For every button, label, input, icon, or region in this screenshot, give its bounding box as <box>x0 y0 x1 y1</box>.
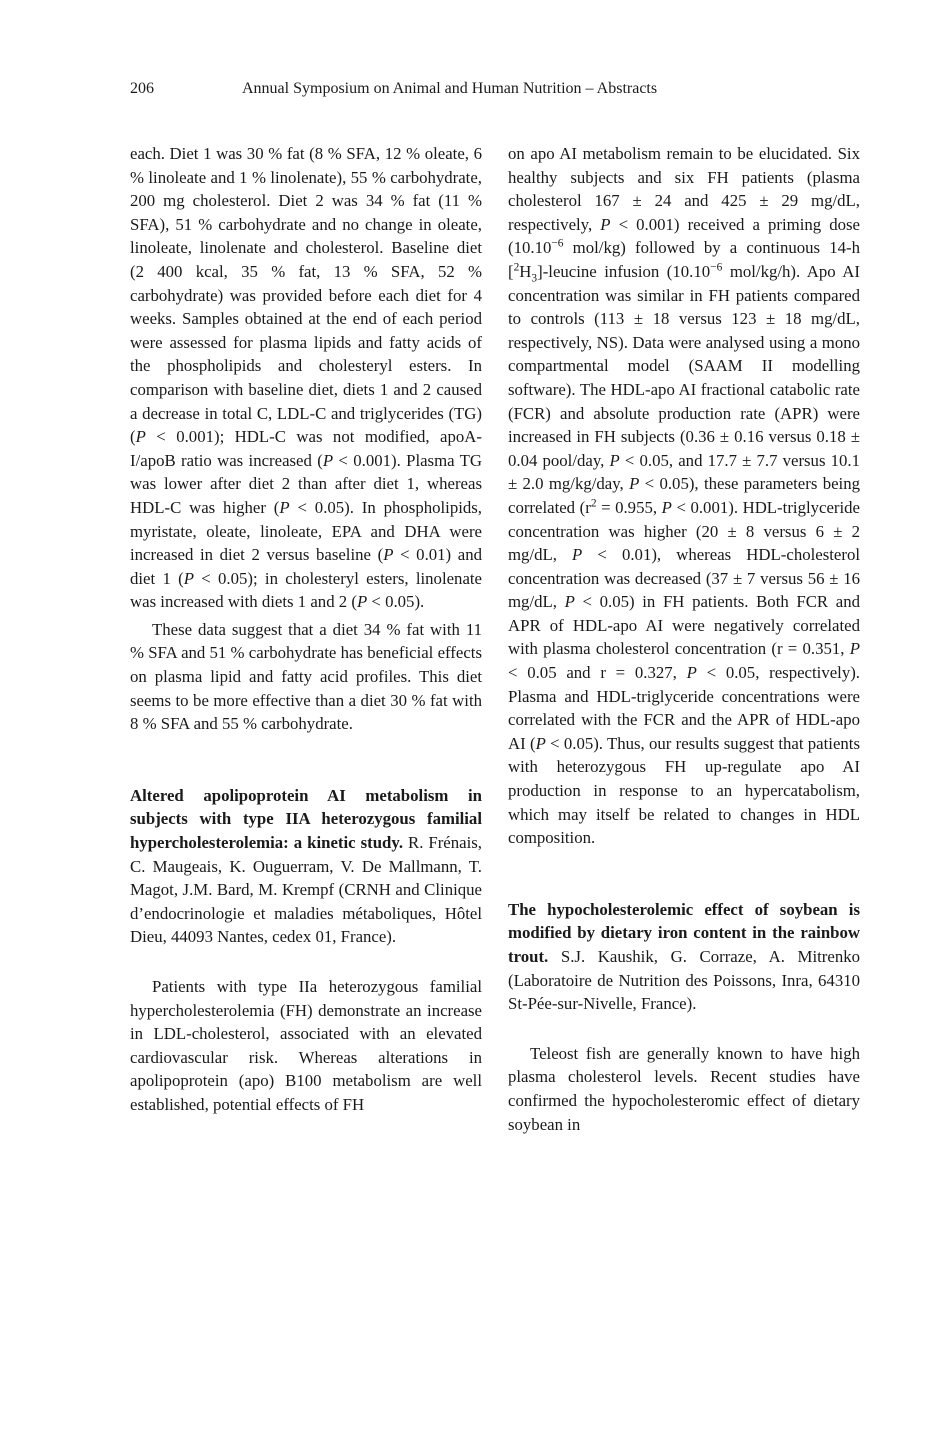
abstract2-authors: R. Frénais, C. Maugeais, K. Ouguerram, V. De Mallmann, T. Magot, J.M. Bard, M. Krempf (CRNH and Clinique d’endocrinologie et maladies métaboliques, Hôtel Dieu, 44093 Nantes, cedex 01, France). <box>130 833 482 947</box>
abstract1-results-paragraph: each. Diet 1 was 30 % fat (8 % SFA, 12 % oleate, 6 % linoleate and 1 % linolenate), 55 % carbohydrate, 200 mg cholesterol. Diet 2 was 34 % fat (11 % SFA), 51 % carbohydrate and no change in oleate, linoleate, linolenate and cholesterol. Baseline diet (2 400 kcal, 35 % fat, 13 % SFA, 52 % carbohydrate) was provided before each diet for 4 weeks. Samples obtained at the end of each period were assessed for plasma lipids and fatty acids of the phospholipids and cholesteryl esters. In comparison with baseline diet, diets 1 and 2 caused a decrease in total C, LDL-C and triglycerides (TG) (P < 0.001); HDL-C was not modified, apoA-I/apoB ratio was increased (P < 0.001). Plasma TG was lower after diet 2 than after diet 1, whereas HDL-C was higher (P < 0.05). In phospholipids, myristate, oleate, linoleate, EPA and DHA were increased in diet 2 versus baseline (P < 0.01) and diet 1 (P < 0.05); in cholesteryl esters, linolenate was increased with diets 1 and 2 (P < 0.05). <box>130 144 482 612</box>
abstract3-heading <box>508 898 860 1016</box>
abstract3-title: The hypocholesterolemic effect of soybean is modified by dietary iron content in the rainbow trout. <box>508 899 860 966</box>
abstract1-conclusion-paragraph: These data suggest that a diet 34 % fat with 11 % SFA and 51 % carbohydrate has beneficial effects on plasma lipid and fatty acid profiles. This diet seems to be more effective than a diet 30 % fat with 8 % SFA and 55 % carbohydrate. <box>130 619 482 734</box>
running-title: Annual Symposium on Animal and Human Nutrition – Abstracts <box>242 80 658 97</box>
abstract2-intro-paragraph: Patients with type IIa heterozygous familial hypercholesterolemia (FH) demonstrate an increase in LDL-cholesterol, associated with an elevated cardiovascular risk. Whereas alterations in apolipoprotein (apo) B100 metabolism are well established, potential effects of FH <box>130 977 482 1114</box>
abstract3-intro-paragraph: Teleost fish are generally known to have high plasma cholesterol levels. Recent studies have confirmed the hypocholesteromic effect of dietary soybean in <box>508 1043 860 1134</box>
abstract3-authors: S.J. Kaushik, G. Corraze, A. Mitrenko (Laboratoire de Nutrition des Poissons, Inra, 64310 St-Pée-sur-Nivelle, France). <box>508 947 860 1014</box>
abstract2-results-paragraph: on apo AI metabolism remain to be elucidated. Six healthy subjects and six FH patients (plasma cholesterol 167 ± 24 and 425 ± 29 mg/dL, respectively, P < 0.001) received a priming dose ($10.10^{-6}$ mol/kg) followed by a continuous 14-h $[^2H_3]$-leucine infusion ($10.10^{-6}$ mol/kg/h). Apo AI concentration was similar in FH patients compared to controls (113 ± 18 versus 123 ± 18 mg/dL, respectively, NS). Data were analysed using a mono compartmental model (SAAM II modelling software). The HDL-apo AI fractional catabolic rate (FCR) and absolute production rate (APR) were increased in FH subjects (0.36 ± 0.16 versus 0.18 ± 0.04 pool/day, P < 0.05, and 17.7 ± 7.7 versus 10.1 ± 2.0 mg/kg/day, P < 0.05), these parameters being correlated ($r^2 = 0.955$, P < 0.001). HDL-triglyceride concentration was higher (20 ± 8 versus 6 ± 2 mg/dL, P < 0.01), whereas HDL-cholesterol concentration was decreased (37 ± 7 versus 56 ± 16 mg/dL, P < 0.05) in FH patients. Both FCR and APR of HDL-apo AI were negatively correlated with plasma cholesterol concentration (r = 0.351, P < 0.05 and r = 0.327, P < 0.05, respectively). Plasma and HDL-triglyceride concentrations were correlated with the FCR and the APR of HDL-apo AI (P < 0.05). Thus, our results suggest that patients with heterozygous FH up-regulate apo AI production in response to an hypercatabolism, which may itself be related to changes in HDL composition. <box>508 144 861 848</box>
abstract2-heading <box>130 784 482 949</box>
page-number: 206 <box>130 80 154 97</box>
abstract2-title: Altered apolipoprotein AI metabolism in subjects with type IIA heterozygous familial hypercholesterolemia: a kinetic study. <box>130 785 482 853</box>
page-header <box>130 80 856 104</box>
left-column <box>130 142 482 1117</box>
right-column <box>508 142 860 1136</box>
